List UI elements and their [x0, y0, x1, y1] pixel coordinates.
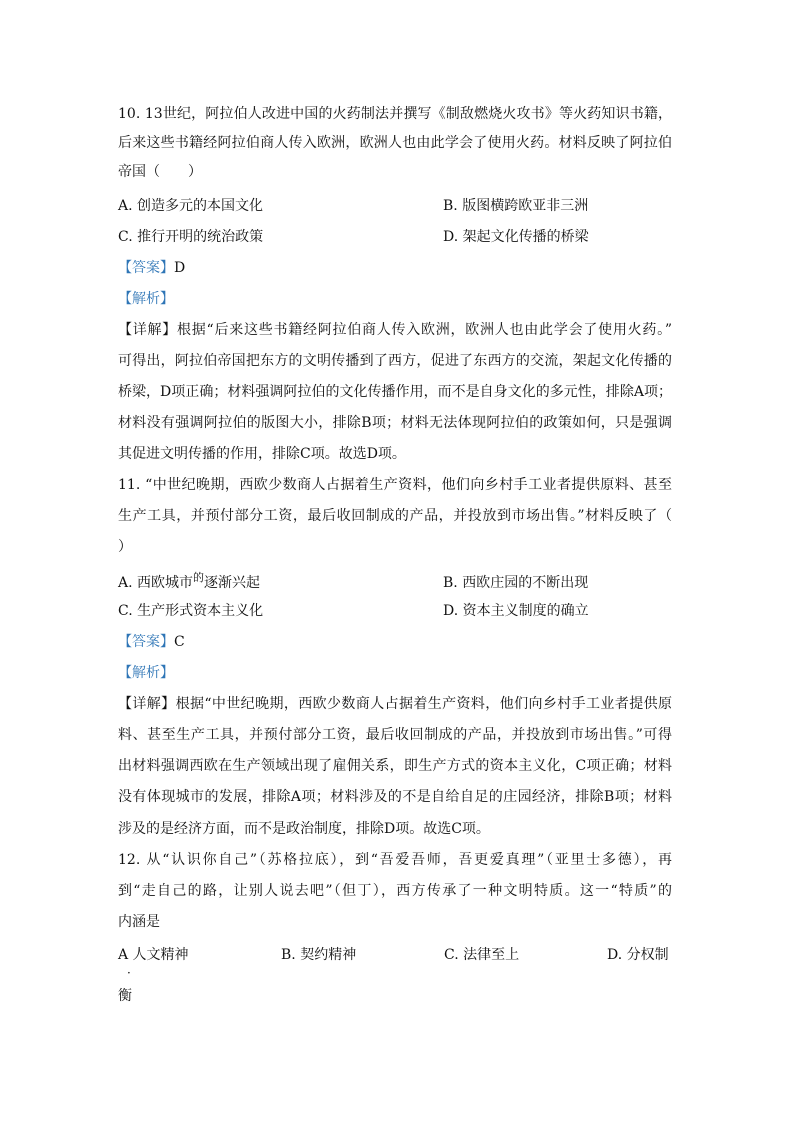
q11-option-c: C. 生产形式资本主义化 — [118, 603, 264, 619]
q10-stem-line: 后来这些书籍经阿拉伯商人传入欧洲，欧洲人也由此学会了使用火药。材料反映了阿拉伯 — [118, 135, 672, 151]
q10-detail-line: 可得出，阿拉伯帝国把东方的文明传播到了西方，促进了东西方的交流，架起文化传播的 — [118, 353, 672, 369]
q12-option-a: A 人文精神 — [118, 947, 189, 963]
q11-detail-line: 料、甚至生产工具，并预付部分工资，最后收回制成的产品，并投放到市场出售。”可得 — [118, 727, 672, 743]
q10-analysis-label: 【解析】 — [118, 291, 174, 307]
q10-detail-line: 其促进文明传播的作用，排除C项。故选D项。 — [118, 446, 406, 462]
q11-analysis-label: 【解析】 — [118, 665, 174, 681]
q11-stem-line: ） — [118, 539, 132, 555]
q10-option-b: B. 版图横跨欧亚非三洲 — [443, 198, 589, 214]
answer-label: 【答案】 — [118, 260, 174, 276]
q10-option-c: C. 推行开明的统治政策 — [118, 229, 264, 245]
q11-detail-line: 出材料强调西欧在生产领域出现了雇佣关系，即生产方式的资本主义化，C项正确；材料 — [118, 758, 672, 774]
q11-option-b: B. 西欧庄园的不断出现 — [443, 575, 589, 591]
punctuation-dot: · — [127, 966, 131, 980]
q10-detail-line — [118, 320, 672, 340]
option-text: 逐渐兴起 — [204, 575, 261, 591]
detail-text: 根据“后来这些书籍经阿拉伯商人传入欧洲，欧洲人也由此学会了使用火药。” — [177, 322, 673, 338]
q11-answer — [118, 632, 185, 652]
q11-detail-line: 涉及的是经济方面，而不是政治制度，排除D项。故选C项。 — [118, 821, 490, 837]
q12-stem-line: 内涵是 — [118, 914, 160, 930]
q12-option-d: D. 分权制 — [607, 947, 669, 963]
detail-text: 根据“中世纪晚期，西欧少数商人占据着生产资料，他们向乡村手工业者提供原 — [175, 696, 672, 712]
answer-label: 【答案】 — [118, 634, 174, 650]
q10-detail-line: 材料没有强调阿拉伯的版图大小，排除B项；材料无法体现阿拉伯的政策如何，只是强调 — [118, 415, 672, 431]
q11-option-a — [118, 573, 260, 593]
q12-stem-line: 12. 从“认识你自己”（苏格拉底），到“吾爱吾师，吾更爱真理”（亚里士多德），再 — [118, 852, 672, 868]
q12-option-d-wrap: 衡 — [118, 988, 132, 1004]
option-text: 的 — [193, 571, 205, 584]
detail-label: 【详解】 — [118, 696, 176, 712]
q10-stem-line: 帝国（ ） — [118, 164, 202, 180]
q11-stem-line: 生产工具，并预付部分工资，最后收回制成的产品，并投放到市场出售。”材料反映了（ — [118, 508, 672, 524]
q11-detail-line: 没有体现城市的发展，排除A项；材料涉及的不是自给自足的庄园经济，排除B项；材料 — [118, 789, 672, 805]
q10-stem-line: 10. 13世纪，阿拉伯人改进中国的火药制法并撰写《制敌燃烧火攻书》等火药知识书籍， — [118, 106, 672, 122]
detail-label: 【详解】 — [118, 322, 178, 338]
q11-stem-line: 11. “中世纪晚期，西欧少数商人占据着生产资料，他们向乡村手工业者提供原料、甚至 — [118, 477, 672, 493]
q11-option-d: D. 资本主义制度的确立 — [443, 603, 589, 619]
q10-option-a: A. 创造多元的本国文化 — [118, 198, 264, 214]
q11-detail-line — [118, 694, 672, 714]
answer-value: C — [174, 634, 185, 650]
q10-answer — [118, 258, 185, 278]
answer-value: D — [174, 260, 186, 276]
q12-option-b: B. 契约精神 — [281, 947, 357, 963]
q10-detail-line: 桥梁，D项正确；材料强调阿拉伯的文化传播作用，而不是自身文化的多元性，排除A项； — [118, 384, 672, 400]
q10-option-d: D. 架起文化传播的桥梁 — [443, 229, 589, 245]
option-text: A. 西欧城市 — [118, 575, 194, 591]
q12-option-c: C. 法律至上 — [444, 947, 520, 963]
q12-stem-line: 到“走自己的路，让别人说去吧”（但丁），西方传承了一种文明特质。这一“特质”的 — [118, 883, 672, 899]
